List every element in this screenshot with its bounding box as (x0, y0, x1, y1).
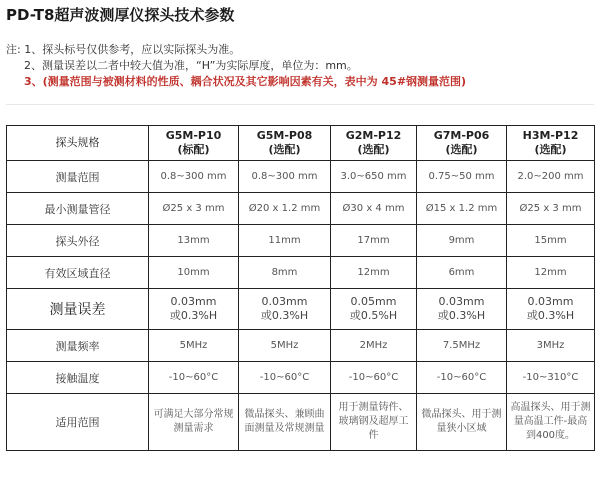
table-cell: 0.03mm 或0.3%H (239, 289, 331, 330)
table-cell: 5MHz (149, 330, 239, 362)
table-row (7, 257, 595, 289)
table-row (7, 161, 595, 193)
note-2: 2、测量误差以二者中较大值为准，“H”为实际厚度，单位为：mm。 (24, 59, 358, 72)
table-cell: 12mm (507, 257, 595, 289)
notes-block (6, 42, 596, 90)
table-cell: 0.8~300 mm (239, 161, 331, 193)
table-cell: 0.03mm 或0.3%H (507, 289, 595, 330)
table-row (7, 225, 595, 257)
table-cell: 0.03mm 或0.3%H (417, 289, 507, 330)
table-cell: 微晶探头、兼顾曲面测量及常规测量 (239, 394, 331, 451)
table-row (7, 193, 595, 225)
table-cell: 7.5MHz (417, 330, 507, 362)
table-cell: 高温探头、用于测量高温工件-最高到400度。 (507, 394, 595, 451)
table-cell: 12mm (331, 257, 417, 289)
header-model: G7M-P06 (选配) (417, 126, 507, 161)
page-title: PD-T8超声波测厚仪探头技术参数 (6, 6, 235, 24)
table-cell: 10mm (149, 257, 239, 289)
table-cell: 用于测量铸件、玻璃钢及超厚工件 (331, 394, 417, 451)
table-cell: 6mm (417, 257, 507, 289)
note-3-warning: 3、(测量范围与被测材料的性质、耦合状况及其它影响因素有关，表中为 45#钢测量范围) (24, 75, 467, 88)
table-cell: Ø15 x 1.2 mm (417, 193, 507, 225)
table-row (7, 289, 595, 330)
table-cell: 2.0~200 mm (507, 161, 595, 193)
table-cell: 11mm (239, 225, 331, 257)
row-label: 测量频率 (7, 330, 149, 362)
header-model: G5M-P10 (标配) (149, 126, 239, 161)
table-cell: 3.0~650 mm (331, 161, 417, 193)
probe-spec-table (6, 125, 595, 451)
table-cell: -10~60°C (331, 362, 417, 394)
table-row (7, 394, 595, 451)
header-model: G5M-P08 (选配) (239, 126, 331, 161)
table-row (7, 362, 595, 394)
header-label: 探头规格 (7, 126, 149, 161)
table-cell: -10~60°C (149, 362, 239, 394)
divider (6, 104, 594, 105)
table-cell: 0.75~50 mm (417, 161, 507, 193)
table-cell: 0.05mm 或0.5%H (331, 289, 417, 330)
row-label: 接触温度 (7, 362, 149, 394)
header-model: H3M-P12 (选配) (507, 126, 595, 161)
table-cell: 8mm (239, 257, 331, 289)
table-cell: -10~60°C (239, 362, 331, 394)
table-cell: 0.03mm 或0.3%H (149, 289, 239, 330)
table-cell: 微晶探头、用于测量狭小区域 (417, 394, 507, 451)
table-cell: 9mm (417, 225, 507, 257)
header-model: G2M-P12 (选配) (331, 126, 417, 161)
row-label: 测量范围 (7, 161, 149, 193)
table-header-row (7, 126, 595, 161)
table-row (7, 330, 595, 362)
table-cell: -10~60°C (417, 362, 507, 394)
table-cell: 17mm (331, 225, 417, 257)
note-1: 注: 1、探头标号仅供参考，应以实际探头为准。 (6, 43, 241, 56)
row-label: 最小测量管径 (7, 193, 149, 225)
table-cell: 可满足大部分常规测量需求 (149, 394, 239, 451)
table-cell: 13mm (149, 225, 239, 257)
row-label: 探头外径 (7, 225, 149, 257)
table-cell: Ø25 x 3 mm (149, 193, 239, 225)
row-label: 适用范围 (7, 394, 149, 451)
table-cell: Ø25 x 3 mm (507, 193, 595, 225)
table-cell: Ø30 x 4 mm (331, 193, 417, 225)
table-cell: Ø20 x 1.2 mm (239, 193, 331, 225)
table-cell: 3MHz (507, 330, 595, 362)
table-cell: 5MHz (239, 330, 331, 362)
row-label: 测量误差 (7, 289, 149, 330)
table-cell: -10~310°C (507, 362, 595, 394)
table-cell: 15mm (507, 225, 595, 257)
table-cell: 0.8~300 mm (149, 161, 239, 193)
table-cell: 2MHz (331, 330, 417, 362)
row-label: 有效区域直径 (7, 257, 149, 289)
